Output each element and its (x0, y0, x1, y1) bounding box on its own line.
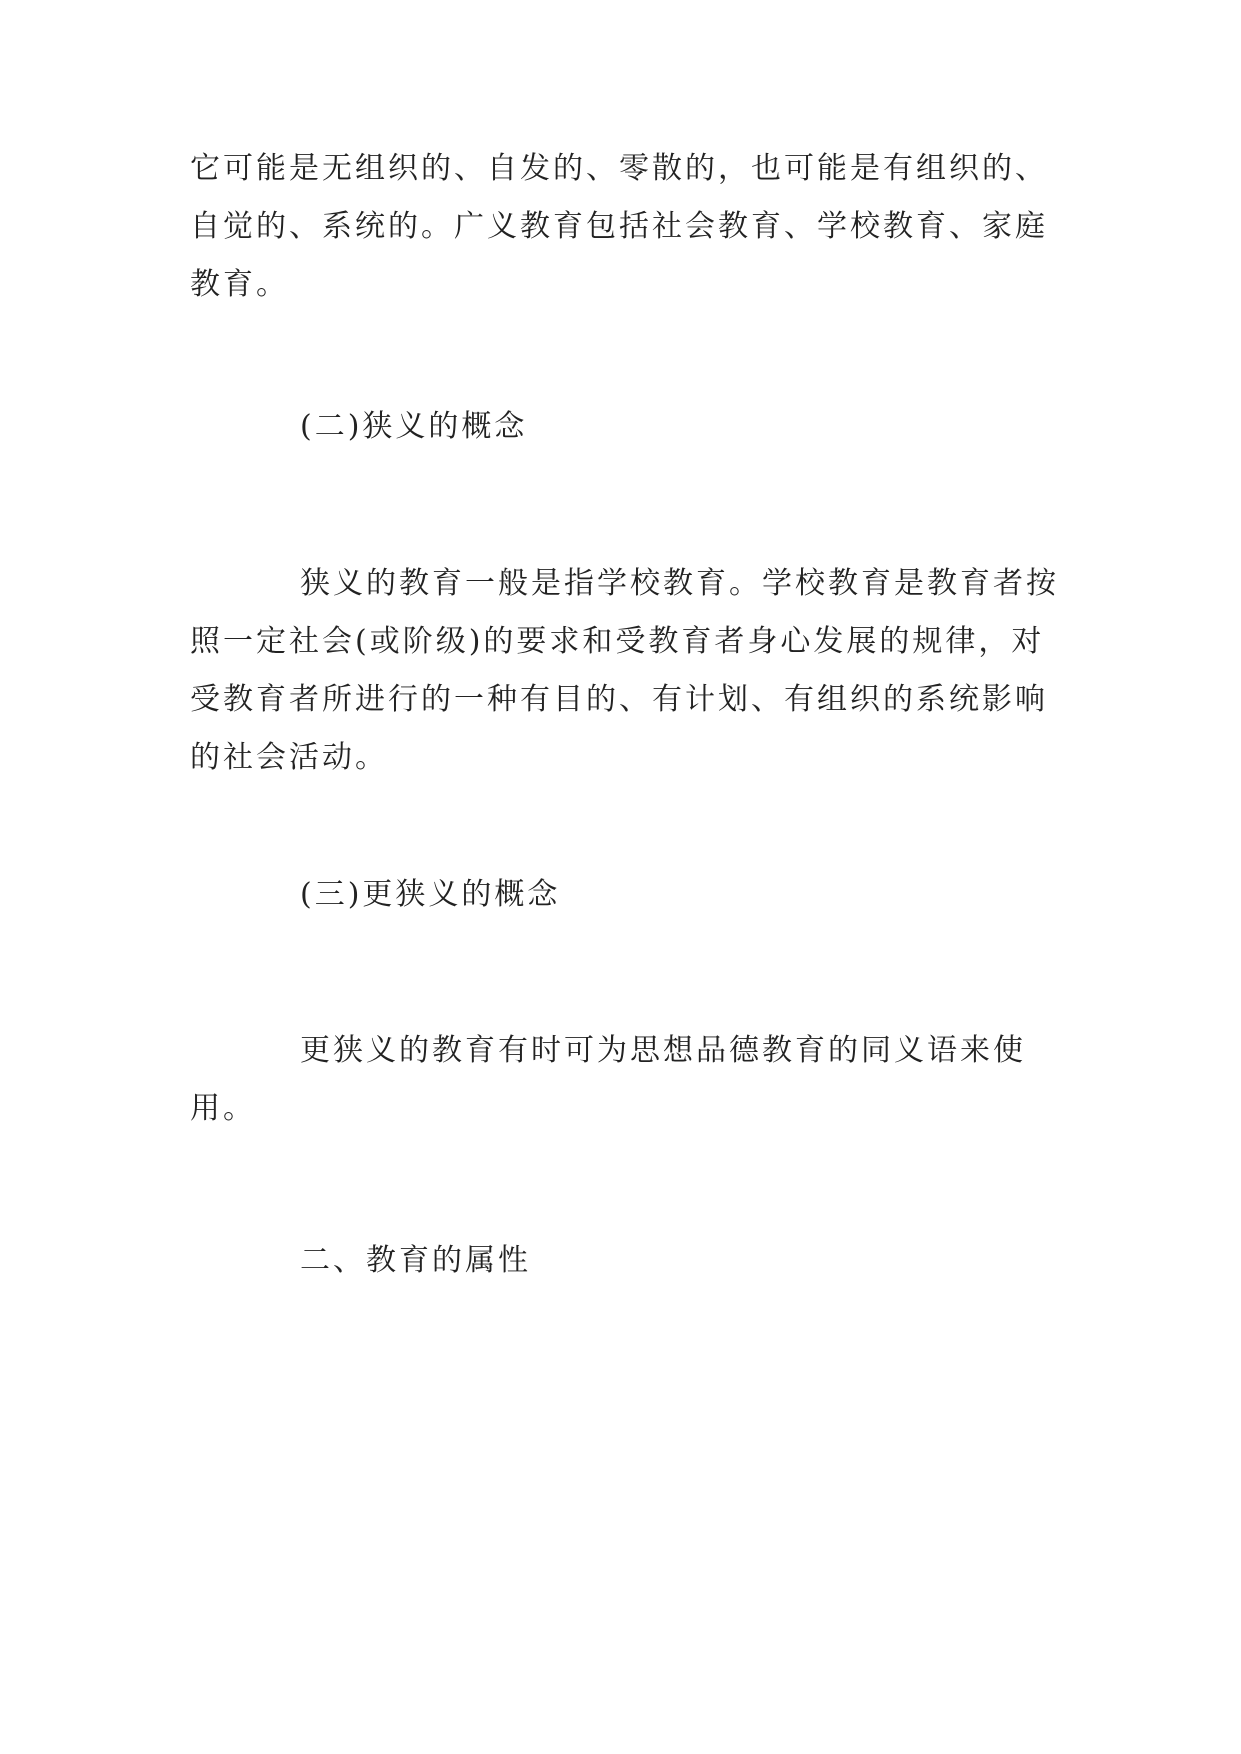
text-line: 狭义的教育一般是指学校教育。学校教育是教育者按 (300, 566, 1059, 601)
text-line: 自觉的、系统的。广义教育包括社会教育、学校教育、家庭 (190, 209, 1048, 244)
text-line: 用。 (190, 1091, 256, 1126)
paragraph-narrower-education (190, 1022, 1060, 1138)
text-line: 受教育者所进行的一种有目的、有计划、有组织的系统影响 (190, 682, 1048, 717)
text-line: 教育。 (190, 267, 289, 302)
paragraph-broad-education (190, 140, 1060, 314)
section-heading-education-attributes: 二、教育的属性 (300, 1243, 531, 1278)
section-heading-narrow-concept: (二)狭义的概念 (300, 409, 528, 444)
text-line: 的社会活动。 (190, 740, 388, 775)
paragraph-narrow-education (190, 555, 1060, 787)
text-line: 照一定社会(或阶级)的要求和受教育者身心发展的规律，对 (190, 624, 1045, 659)
text-line: 更狭义的教育有时可为思想品德教育的同义语来使 (300, 1033, 1026, 1068)
text-line: 它可能是无组织的、自发的、零散的，也可能是有组织的、 (190, 151, 1048, 186)
section-heading-narrower-concept: (三)更狭义的概念 (300, 877, 561, 912)
